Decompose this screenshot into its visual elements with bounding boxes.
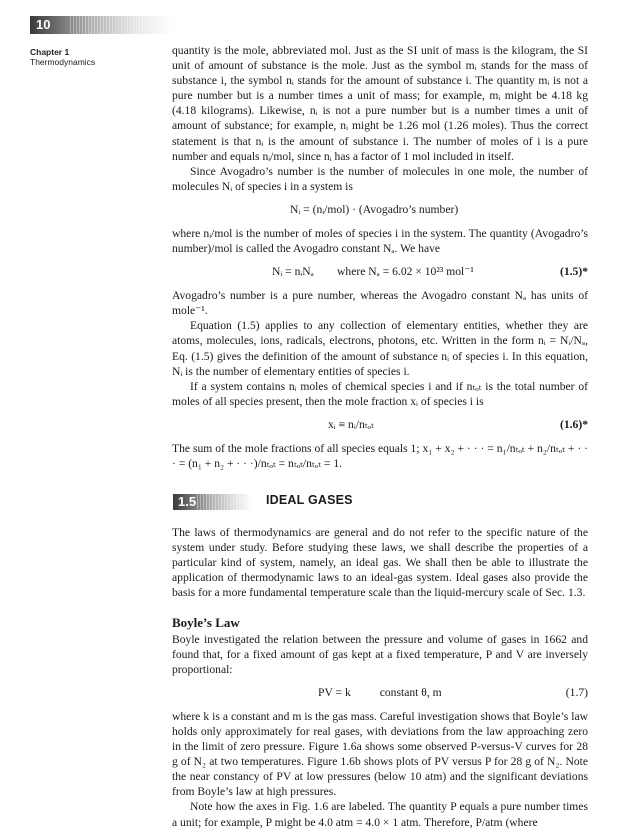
paragraph: Boyle investigated the relation between the pressure and volume of gases in 1662 and found that, for a fixed amount of gas kept at a fixed temperature, P and V are inversely proportional: xyxy=(172,632,588,676)
paragraph: Note how the axes in Fig. 1.6 are labeled. The quantity P equals a pure number times a unit; for example, P might be 4.0 atm = 4.0 × 1 atm. Therefore, P/atm (where xyxy=(172,800,588,829)
equation-number: (1.5)* xyxy=(559,265,588,279)
paragraph: If a system contains nᵢ moles of chemical species i and if nₜₒₜ is the total number of moles of all species present, then the mole fraction xᵢ of species i is xyxy=(172,379,588,408)
equation-1-7 xyxy=(172,685,588,700)
paragraph: where nᵢ/mol is the number of moles of species i in the system. The quantity (Avogadro’s number)/mol is called the Avogadro constant Nₐ. We have xyxy=(172,226,588,256)
chapter-number: Chapter 1 xyxy=(30,47,70,57)
chapter-margin-label xyxy=(30,47,95,67)
equation-body: PV = k constant θ, m xyxy=(318,685,442,699)
equation-body: Nᵢ = nᵢNₐ where Nₐ = 6.02 × 10²³ mol⁻¹ xyxy=(272,265,474,279)
subheading: Boyle’s Law xyxy=(172,614,240,630)
equation xyxy=(172,202,588,217)
section-number-bar xyxy=(173,494,253,510)
paragraph: where k is a constant and m is the gas mass. Careful investigation shows that Boyle’s law holds only approximately for real gases, with deviations from the law approaching zero in the limit of zero pressure. Figure 1.6a shows some observed P-versus-V curves for 28 g of N₂ at two temperatures. Figure 1.6b shows plots of PV versus P for 28 g of N₂. Note the near constancy of PV at low pressures (below 10 atm) and the significant deviations from Boyle’s law at high pressures. xyxy=(172,709,588,799)
paragraph: The laws of thermodynamics are general and do not refer to the specific nature of the system under study. Before studying these laws, we shall describe the properties of a particular kind of system, namely, an ideal gas. We shall then be able to illustrate the application of thermodynamic laws to an ideal-gas system. Ideal gases also provide the basis for a more fundamental temperature scale than the liquid-mercury scale of Sec. 1.3. xyxy=(172,526,588,600)
chapter-title: Thermodynamics xyxy=(30,57,96,67)
equation-body: xᵢ ≡ nᵢ/nₜₒₜ xyxy=(328,417,374,431)
equation-body: Nᵢ = (nᵢ/mol) · (Avogadro’s number) xyxy=(290,202,459,216)
text-column xyxy=(172,43,588,830)
section-number: 1.5 xyxy=(178,494,197,510)
section-bar-stripes xyxy=(197,494,253,510)
page-number: 10 xyxy=(36,17,51,32)
paragraph: Equation (1.5) applies to any collection of elementary entities, whether they are atoms, molecules, ions, radicals, electrons, photons, etc. Written in the form nᵢ = Nᵢ/Nₐ, Eq. (1.5) gives the definition of the amount of substance nᵢ of species i. In this equation, Nᵢ is the number of elementary entities of species i. xyxy=(172,319,588,378)
paragraph: Since Avogadro’s number is the number of molecules in one mole, the number of molecules Nᵢ of species i in a system is xyxy=(172,164,588,193)
equation-1-5 xyxy=(172,264,588,279)
page-bar-stripes xyxy=(70,16,172,34)
equation-number: (1.6)* xyxy=(559,417,588,431)
section-heading xyxy=(172,491,588,513)
paragraph: The sum of the mole fractions of all species equals 1; x₁ + x₂ + · · · = n₁/nₜₒₜ + n₂/nₜₒₜ + · · · = (n₁ + n₂ + · · ·)/nₜₒₜ = nₜₒₜ/nₜₒₜ = 1. xyxy=(172,441,588,470)
equation-number: (1.7) xyxy=(565,685,588,699)
page-number-bar xyxy=(30,16,172,34)
section-title: IDEAL GASES xyxy=(266,493,353,508)
equation-1-6 xyxy=(172,417,588,432)
paragraph: quantity is the mole, abbreviated mol. Just as the SI unit of mass is the kilogram, the SI unit of amount of substance is the mole. Just as the symbol mᵢ stands for the mass of substance i, the symbol nᵢ stands for the amount of substance i. The quantity mᵢ is not a pure number but is a number times a unit of mass; for example, mᵢ might be 4.18 kg (4.18 kilograms). Likewise, nᵢ is not a pure number but is a number times a unit of amount of substance; for example, nᵢ might be 1.26 mol (1.26 moles). Thus the correct statement is that nᵢ is the amount of substance i. The number of moles of i is a pure number and equals nᵢ/mol, since nᵢ has a factor of 1 mol included in itself. xyxy=(172,44,588,163)
paragraph: Avogadro’s number is a pure number, whereas the Avogadro constant Nₐ has units of mole⁻¹. xyxy=(172,289,588,318)
